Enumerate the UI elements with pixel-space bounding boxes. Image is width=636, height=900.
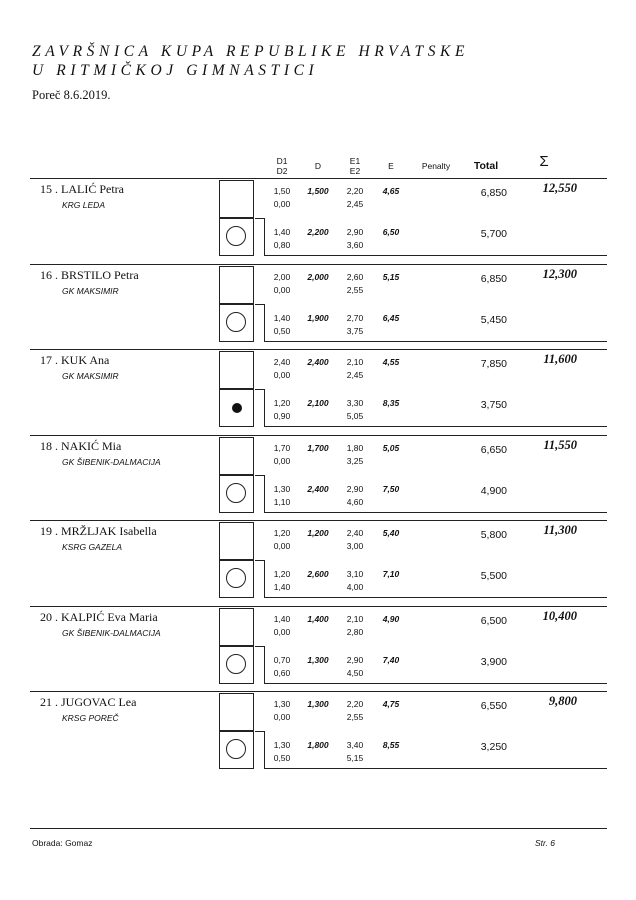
score-e: 6,50 bbox=[382, 227, 400, 237]
score-d2: 0,50 bbox=[273, 753, 291, 763]
apparatus-box-empty bbox=[219, 693, 254, 731]
score-e1: 2,10 bbox=[346, 614, 364, 624]
score-e: 7,10 bbox=[382, 569, 400, 579]
score-d: 1,300 bbox=[307, 655, 329, 665]
row-divider bbox=[30, 606, 607, 607]
bracket-line bbox=[264, 304, 265, 341]
score-e1: 3,40 bbox=[346, 740, 364, 750]
bracket-line bbox=[264, 255, 607, 256]
apparatus-box-empty bbox=[219, 351, 254, 389]
athlete-club: KRSG POREČ bbox=[62, 713, 119, 723]
score-e2: 3,60 bbox=[346, 240, 364, 250]
apparatus-total: 5,500 bbox=[480, 570, 507, 582]
score-e1: 2,70 bbox=[346, 313, 364, 323]
athlete-club: GK MAKSIMIR bbox=[62, 371, 119, 381]
score-e2: 4,00 bbox=[346, 582, 364, 592]
athlete-name: 18 . NAKIĆ Mia bbox=[40, 439, 122, 453]
bracket-line bbox=[264, 218, 265, 255]
row-divider bbox=[30, 264, 607, 265]
footer-processed-by: Obrada: Gomaz bbox=[32, 838, 93, 848]
score-e1: 2,10 bbox=[346, 357, 364, 367]
score-d1: 1,20 bbox=[273, 569, 291, 579]
athlete-club: GK ŠIBENIK-DALMACIJA bbox=[62, 457, 161, 467]
score-e2: 2,55 bbox=[346, 285, 364, 295]
score-d1: 1,30 bbox=[273, 740, 291, 750]
score-d2: 0,90 bbox=[273, 411, 291, 421]
athlete-club: GK MAKSIMIR bbox=[62, 286, 119, 296]
col-e: E bbox=[388, 161, 394, 171]
apparatus-total: 5,800 bbox=[480, 529, 507, 541]
score-e2: 2,45 bbox=[346, 199, 364, 209]
footer-divider bbox=[30, 828, 607, 829]
score-d: 1,300 bbox=[307, 699, 329, 709]
title-line-1: ZAVRŠNICA KUPA REPUBLIKE HRVATSKE bbox=[32, 43, 470, 60]
hoop-icon bbox=[226, 654, 246, 674]
score-d2: 0,00 bbox=[273, 370, 291, 380]
score-d2: 0,00 bbox=[273, 541, 291, 551]
score-e1: 2,40 bbox=[346, 528, 364, 538]
apparatus-total: 4,900 bbox=[480, 485, 507, 497]
apparatus-box bbox=[219, 218, 254, 256]
score-d1: 1,50 bbox=[273, 186, 291, 196]
score-d: 2,000 bbox=[307, 272, 329, 282]
apparatus-total: 5,450 bbox=[480, 314, 507, 326]
score-e1: 2,20 bbox=[346, 186, 364, 196]
col-penalty: Penalty bbox=[421, 161, 451, 171]
apparatus-total: 6,650 bbox=[480, 444, 507, 456]
apparatus-total: 6,850 bbox=[480, 273, 507, 285]
score-d: 1,900 bbox=[307, 313, 329, 323]
score-d1: 1,20 bbox=[273, 528, 291, 538]
score-d1: 1,40 bbox=[273, 614, 291, 624]
apparatus-box bbox=[219, 304, 254, 342]
score-d: 1,800 bbox=[307, 740, 329, 750]
score-d: 2,400 bbox=[307, 484, 329, 494]
document-title bbox=[32, 42, 469, 80]
score-e: 4,75 bbox=[382, 699, 400, 709]
score-e1: 2,90 bbox=[346, 484, 364, 494]
score-d: 1,500 bbox=[307, 186, 329, 196]
score-d1: 2,00 bbox=[273, 272, 291, 282]
score-d2: 0,60 bbox=[273, 668, 291, 678]
athlete-name: 21 . JUGOVAC Lea bbox=[40, 695, 137, 709]
score-e2: 3,25 bbox=[346, 456, 364, 466]
score-d: 2,100 bbox=[307, 398, 329, 408]
title-line-2: U RITMIČKOJ GIMNASTICI bbox=[32, 62, 319, 79]
score-e2: 2,80 bbox=[346, 627, 364, 637]
score-e2: 5,05 bbox=[346, 411, 364, 421]
score-d2: 0,50 bbox=[273, 326, 291, 336]
all-around-sum: 12,300 bbox=[542, 267, 577, 281]
hoop-icon bbox=[226, 312, 246, 332]
athlete-club: KSRG GAZELA bbox=[62, 542, 122, 552]
score-d: 2,600 bbox=[307, 569, 329, 579]
score-d: 2,400 bbox=[307, 357, 329, 367]
row-divider bbox=[30, 349, 607, 350]
apparatus-total: 3,750 bbox=[480, 399, 507, 411]
score-e1: 2,90 bbox=[346, 227, 364, 237]
apparatus-total: 5,700 bbox=[480, 228, 507, 240]
col-d: D bbox=[314, 161, 322, 171]
apparatus-box bbox=[219, 646, 254, 684]
score-d1: 1,20 bbox=[273, 398, 291, 408]
score-d2: 0,00 bbox=[273, 199, 291, 209]
footer-page-number: Str. 6 bbox=[535, 838, 555, 848]
col-d1: D1 bbox=[276, 156, 288, 166]
score-d: 1,200 bbox=[307, 528, 329, 538]
score-d1: 0,70 bbox=[273, 655, 291, 665]
score-e1: 3,30 bbox=[346, 398, 364, 408]
all-around-sum: 10,400 bbox=[542, 609, 577, 623]
apparatus-total: 7,850 bbox=[480, 358, 507, 370]
score-d1: 2,40 bbox=[273, 357, 291, 367]
score-e2: 4,50 bbox=[346, 668, 364, 678]
athlete-name: 16 . BRSTILO Petra bbox=[40, 268, 139, 282]
score-e1: 2,20 bbox=[346, 699, 364, 709]
row-divider bbox=[30, 435, 607, 436]
bracket-line bbox=[264, 597, 607, 598]
all-around-sum: 9,800 bbox=[548, 694, 577, 708]
athlete-name: 17 . KUK Ana bbox=[40, 353, 110, 367]
col-sum: Σ bbox=[539, 153, 549, 170]
score-e: 7,50 bbox=[382, 484, 400, 494]
score-e: 4,55 bbox=[382, 357, 400, 367]
apparatus-box-empty bbox=[219, 180, 254, 218]
col-e1: E1 bbox=[349, 156, 361, 166]
all-around-sum: 12,550 bbox=[542, 181, 577, 195]
score-e1: 2,60 bbox=[346, 272, 364, 282]
athlete-name: 15 . LALIĆ Petra bbox=[40, 182, 124, 196]
athlete-name: 20 . KALPIĆ Eva Maria bbox=[40, 610, 158, 624]
col-e2: E2 bbox=[349, 166, 361, 176]
score-d2: 0,00 bbox=[273, 627, 291, 637]
row-divider bbox=[30, 520, 607, 521]
col-total: Total bbox=[473, 160, 499, 172]
all-around-sum: 11,550 bbox=[543, 438, 577, 452]
athlete-name: 19 . MRŽLJAK Isabella bbox=[40, 524, 157, 538]
hoop-icon bbox=[226, 483, 246, 503]
score-e: 6,45 bbox=[382, 313, 400, 323]
apparatus-box-empty bbox=[219, 266, 254, 304]
hoop-icon bbox=[226, 226, 246, 246]
bracket-line bbox=[264, 646, 265, 683]
score-d2: 1,40 bbox=[273, 582, 291, 592]
score-d: 1,700 bbox=[307, 443, 329, 453]
score-e2: 2,45 bbox=[346, 370, 364, 380]
bracket-line bbox=[264, 512, 607, 513]
apparatus-box-empty bbox=[219, 437, 254, 475]
hoop-icon bbox=[226, 568, 246, 588]
score-e1: 2,90 bbox=[346, 655, 364, 665]
score-e1: 1,80 bbox=[346, 443, 364, 453]
score-e: 7,40 bbox=[382, 655, 400, 665]
score-d2: 1,10 bbox=[273, 497, 291, 507]
score-d2: 0,00 bbox=[273, 285, 291, 295]
score-d1: 1,40 bbox=[273, 227, 291, 237]
athlete-club: GK ŠIBENIK-DALMACIJA bbox=[62, 628, 161, 638]
score-e2: 3,00 bbox=[346, 541, 364, 551]
bracket-line bbox=[264, 683, 607, 684]
score-d1: 1,70 bbox=[273, 443, 291, 453]
score-e2: 4,60 bbox=[346, 497, 364, 507]
apparatus-box bbox=[219, 475, 254, 513]
hoop-icon bbox=[226, 739, 246, 759]
row-divider bbox=[30, 691, 607, 692]
athlete-club: KRG LEDA bbox=[62, 200, 105, 210]
score-e2: 3,75 bbox=[346, 326, 364, 336]
bracket-line bbox=[264, 475, 265, 512]
bracket-line bbox=[264, 341, 607, 342]
apparatus-box-empty bbox=[219, 522, 254, 560]
all-around-sum: 11,600 bbox=[543, 352, 577, 366]
apparatus-total: 3,250 bbox=[480, 741, 507, 753]
apparatus-total: 6,500 bbox=[480, 615, 507, 627]
col-e1-e2 bbox=[340, 156, 370, 176]
score-e: 4,65 bbox=[382, 186, 400, 196]
row-divider bbox=[30, 178, 607, 179]
score-d2: 0,00 bbox=[273, 456, 291, 466]
all-around-sum: 11,300 bbox=[543, 523, 577, 537]
bracket-line bbox=[264, 389, 265, 426]
score-e2: 5,15 bbox=[346, 753, 364, 763]
apparatus-box bbox=[219, 389, 254, 427]
apparatus-box bbox=[219, 560, 254, 598]
score-e2: 2,55 bbox=[346, 712, 364, 722]
score-d1: 1,40 bbox=[273, 313, 291, 323]
bracket-line bbox=[264, 768, 607, 769]
bracket-line bbox=[264, 560, 265, 597]
ball-icon bbox=[232, 403, 242, 413]
score-e: 4,90 bbox=[382, 614, 400, 624]
apparatus-box bbox=[219, 731, 254, 769]
score-d2: 0,80 bbox=[273, 240, 291, 250]
bracket-line bbox=[264, 731, 265, 768]
place-date: Poreč 8.6.2019. bbox=[32, 88, 111, 102]
score-e: 5,15 bbox=[382, 272, 400, 282]
score-d1: 1,30 bbox=[273, 699, 291, 709]
apparatus-total: 6,850 bbox=[480, 187, 507, 199]
apparatus-total: 3,900 bbox=[480, 656, 507, 668]
score-d: 2,200 bbox=[307, 227, 329, 237]
score-e: 8,35 bbox=[382, 398, 400, 408]
score-e: 8,55 bbox=[382, 740, 400, 750]
score-d1: 1,30 bbox=[273, 484, 291, 494]
col-d2: D2 bbox=[276, 166, 288, 176]
score-d2: 0,00 bbox=[273, 712, 291, 722]
col-d1-d2 bbox=[267, 156, 297, 176]
score-e1: 3,10 bbox=[346, 569, 364, 579]
score-e: 5,05 bbox=[382, 443, 400, 453]
bracket-line bbox=[264, 426, 607, 427]
score-d: 1,400 bbox=[307, 614, 329, 624]
apparatus-total: 6,550 bbox=[480, 700, 507, 712]
apparatus-box-empty bbox=[219, 608, 254, 646]
score-e: 5,40 bbox=[382, 528, 400, 538]
